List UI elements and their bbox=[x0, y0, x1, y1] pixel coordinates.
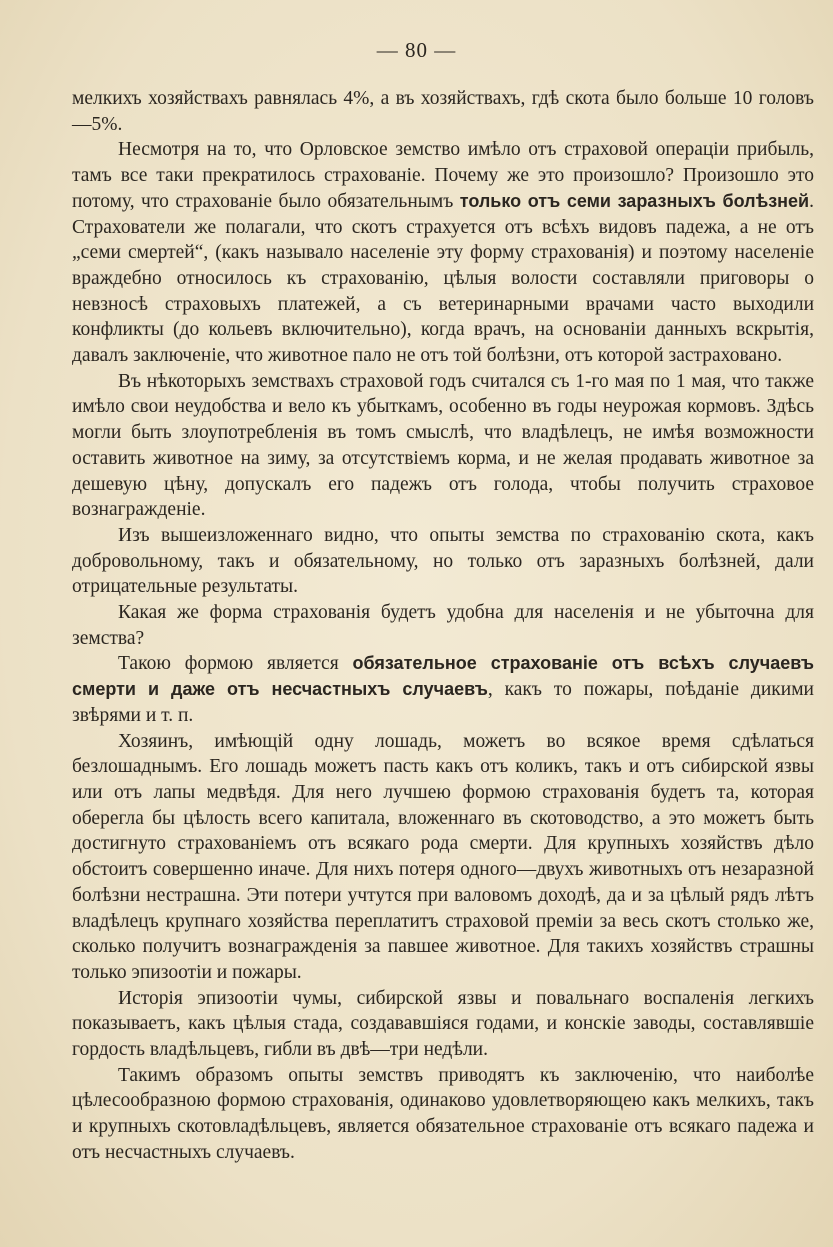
paragraph-text: мелкихъ хозяйствахъ равнялась 4%, а въ хозяйствахъ, гдѣ скота было больше 10 головъ—5%. bbox=[72, 88, 814, 135]
page-body bbox=[72, 86, 814, 1166]
emphasized-text: только отъ семи заразныхъ болѣзней bbox=[459, 190, 810, 211]
paragraph-text: Несмотря на то, что Орловское земство имѣло отъ страховой операціи прибыль, тамъ все таки прекратилось страхованіе. Почему же это произошло? Произошло это потому, что страхованіе было обязательнымъ bbox=[72, 139, 814, 212]
paragraph-text: Такою формою является bbox=[118, 653, 353, 675]
page-number: — 80 — bbox=[376, 38, 457, 62]
emphasized-text: обязательное страхованіе отъ всѣхъ случаевъ смерти и даже отъ несчастныхъ случаевъ bbox=[72, 653, 814, 700]
paragraph bbox=[72, 523, 814, 600]
paragraph bbox=[72, 729, 814, 986]
paragraph bbox=[72, 1063, 814, 1166]
paragraph bbox=[72, 600, 814, 651]
paragraph-text: . Страхователи же полагали, что скотъ страхуется отъ всѣхъ видовъ падежа, а не отъ „семи смертей“, (какъ называло населеніе эту форму страхованія) и поэтому населеніе враждебно относилось къ страхованію, цѣлыя волости составляли приговоры о невзносѣ страховыхъ платежей, а съ ветеринарными врачами часто выходили конфликты (до кольевъ включительно), когда врачъ, на основаніи данныхъ вскрытія, давалъ заключеніе, что животное пало не отъ той болѣзни, отъ которой застраховано. bbox=[72, 190, 814, 367]
paragraph bbox=[72, 86, 814, 137]
paragraph-text: Какая же форма страхованія будетъ удобна для населенія и не убыточна для земства? bbox=[72, 602, 814, 649]
paragraph bbox=[72, 137, 814, 368]
paragraph-text: Такимъ образомъ опыты земствъ приводятъ къ заключенію, что наиболѣе цѣлесообразною формою страхованія, одинаково удовлетворяющею какъ мелкихъ, такъ и крупныхъ скотовладѣльцевъ, является обязательное страхованіе отъ всякаго падежа и отъ несчастныхъ случаевъ. bbox=[72, 1064, 814, 1163]
paragraph-text: , какъ то пожары, поѣданіе дикими звѣрями и т. п. bbox=[72, 679, 814, 726]
paragraph-text: Въ нѣкоторыхъ земствахъ страховой годъ считался съ 1-го мая по 1 мая, что также имѣло свои неудобства и вело къ убыткамъ, особенно въ годы неурожая кормовъ. Здѣсь могли быть злоупотребленія въ томъ смыслѣ, что владѣлецъ, не имѣя возможности оставить животное на зиму, за отсутствіемъ корма, и не желая продавать животное за дешевую цѣну, допускалъ его падежъ отъ голода, чтобы получить страховое вознагражденіе. bbox=[72, 370, 814, 521]
paragraph-text: Хозяинъ, имѣющій одну лошадь, можетъ во всякое время сдѣлаться безлошаднымъ. Его лошадь можетъ пасть какъ отъ коликъ, такъ и отъ сибирской язвы или отъ лапы медвѣдя. Для него лучшею формою страхованія будетъ та, которая оберегла бы цѣлость всего капитала, вложеннаго въ скотоводство, а это можетъ быть достигнуто страхованіемъ отъ всякаго рода смерти. Для крупныхъ хозяйствъ дѣло обстоитъ совершенно иначе. Для нихъ потеря одного—двухъ животныхъ отъ незаразной болѣзни нестрашна. Эти потери учтутся при валовомъ доходѣ, да и за цѣлый рядъ лѣтъ владѣлецъ крупнаго хозяйства переплатитъ страховой преміи за весь скотъ столько же, сколько получитъ вознагражденія за павшее животное. Для такихъ хозяйствъ страшны только эпизоотіи и пожары. bbox=[72, 730, 814, 983]
paragraph-text: Изъ вышеизложеннаго видно, что опыты земства по страхованію скота, какъ добровольному, такъ и обязательному, но только отъ заразныхъ болѣзней, дали отрицательные результаты. bbox=[72, 524, 814, 598]
paragraph bbox=[72, 986, 814, 1063]
paragraph bbox=[72, 651, 814, 728]
paragraph bbox=[72, 369, 814, 523]
paragraph-text: Исторія эпизоотіи чумы, сибирской язвы и повальнаго воспаленія легкихъ показываетъ, какъ цѣлыя стада, создававшіяся годами, и конскіе заводы, составлявшіе гордость владѣльцевъ, гибли въ двѣ—три недѣли. bbox=[72, 987, 814, 1061]
